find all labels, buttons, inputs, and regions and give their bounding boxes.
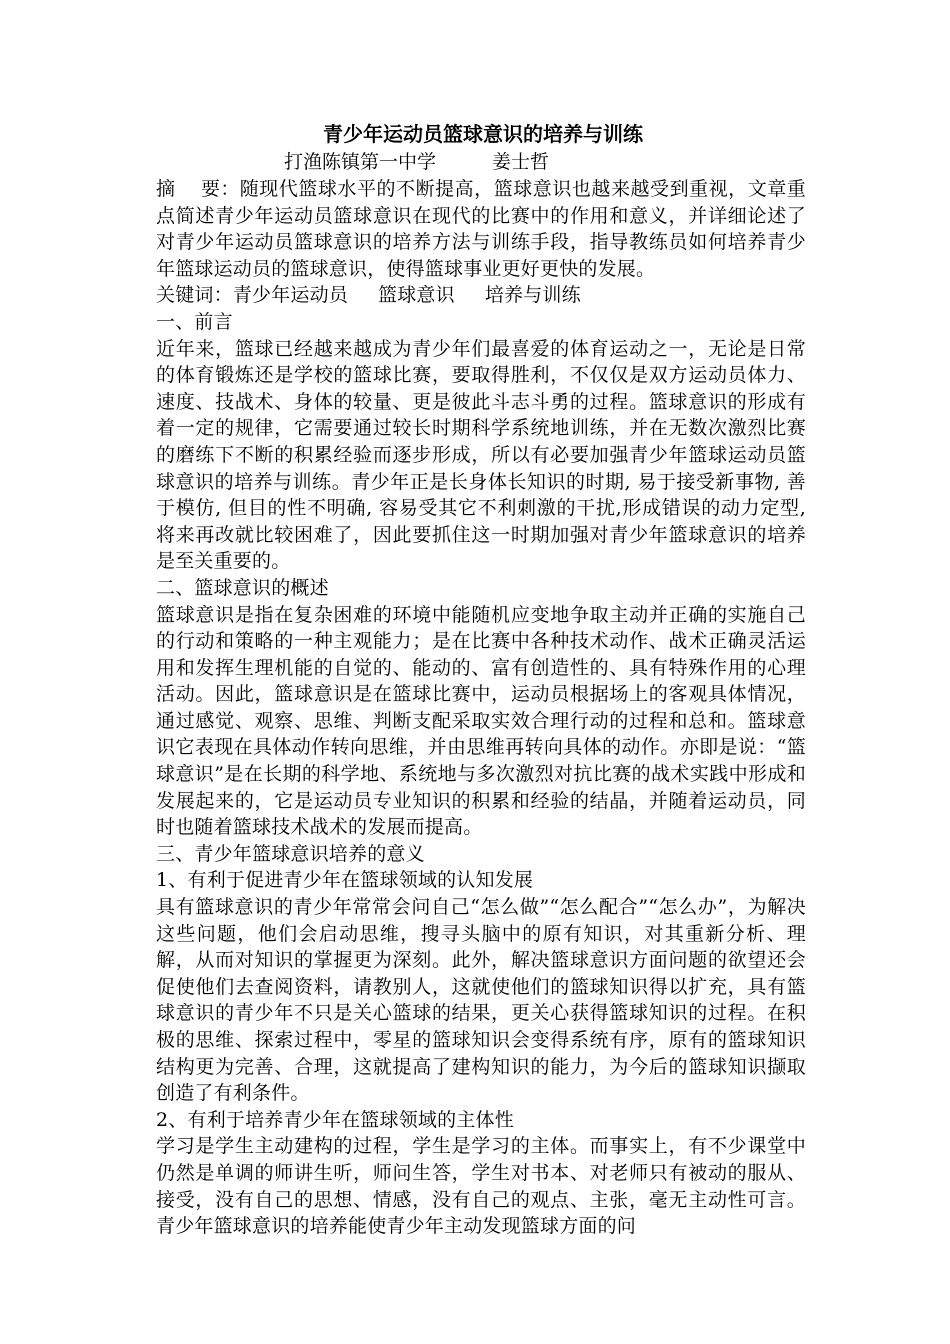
author-name: 姜士哲 [492, 151, 550, 173]
subsection-heading: 2、有利于培养青少年在篮球领域的主体性 [156, 1108, 514, 1131]
keywords-label: 关键词： [156, 284, 233, 307]
keywords-line [156, 282, 806, 309]
section-paragraph: 近年来，篮球已经越来越成为青少年们最喜爱的体育运动之一，无论是日常的体育锻炼还是学校的篮球比赛，要取得胜利，不仅仅是双方运动员体力、速度、技战术、身体的较量、更是彼此斗志斗勇的过程。篮球意识的形成有着一定的规律，它需要通过较长时期科学系统地训练，并在无数次激烈比赛的磨练下不断的积累经验而逐步形成，所以有必要加强青少年篮球运动员篮球意识的培养与训练。青少年正是长身体长知识的时期, 易于接受新事物, 善于模仿, 但目的性不明确, 容易受其它不利刺激的干扰,形成错误的动力定型, 将来再改就比较困难了，因此要抓住这一时期加强对青少年篮球意识的培养是至关重要的。 [156, 337, 806, 573]
document-title: 青少年运动员篮球意识的培养与训练 [323, 122, 643, 146]
keyword: 培养与训练 [484, 284, 581, 307]
abstract-paragraph [156, 176, 806, 282]
abstract-text: 随现代篮球水平的不断提高，篮球意识也越来越受到重视，文章重点简述青少年运动员篮球意识在现代的比赛中的作用和意义，并详细论述了对青少年运动员篮球意识的培养方法与训练手段，指导教练员如何培养青少年篮球运动员的篮球意识，使得篮球事业更好更快的发展。 [156, 178, 806, 280]
section-paragraph: 具有篮球意识的青少年常常会问自己“怎么做”“怎么配合”“怎么办”，为解决这些问题，他们会启动思维，搜寻头脑中的原有知识，对其重新分析、理解，从而对知识的掌握更为深刻。此外，解决篮球意识方面问题的欲望还会促使他们去查阅资料，请教别人，这就使他们的篮球知识得以扩充，具有篮球意识的青少年不只是关心篮球的结果，更关心获得篮球知识的过程。在积极的思维、探索过程中，零星的篮球知识会变得系统有序，原有的篮球知识结构更为完善、合理，这就提高了建构知识的能力，为今后的篮球知识撷取创造了有利条件。 [156, 896, 806, 1105]
document-page [156, 120, 806, 1240]
section-paragraph: 篮球意识是指在复杂困难的环境中能随机应变地争取主动并正确的实施自己的行动和策略的一种主观能力；是在比赛中各种技术动作、战术正确灵活运用和发挥生理机能的自觉的、能动的、富有创造性的、具有特殊作用的心理活动。因此，篮球意识是在篮球比赛中，运动员根据场上的客观具体情况，通过感觉、观察、思维、判断支配采取实效合理行动的过程和总和。篮球意识它表现在具体动作转向思维，并由思维再转向具体的动作。亦即是说：“篮球意识”是在长期的科学地、系统地与多次激烈对抗比赛的战术实践中形成和发展起来的，它是运动员专业知识的积累和经验的结晶，并随着运动员，同时也随着篮球技术战术的发展而提高。 [156, 603, 806, 839]
section-heading: 三、青少年篮球意识培养的意义 [156, 842, 425, 865]
abstract-label: 摘 要： [156, 178, 240, 200]
keyword: 篮球意识 [378, 284, 455, 307]
keyword: 青少年运动员 [232, 284, 349, 307]
section-heading: 一、前言 [156, 310, 233, 333]
school-name: 打渔陈镇第一中学 [284, 151, 437, 173]
byline [156, 148, 806, 176]
section-heading: 二、篮球意识的概述 [156, 576, 329, 599]
subsection-heading: 1、有利于促进青少年在篮球领域的认知发展 [156, 869, 534, 892]
section-paragraph: 学习是学生主动建构的过程，学生是学习的主体。而事实上，有不少课堂中仍然是单调的师讲生听，师问生答，学生对书本、对老师只有被动的服从、接受，没有自己的思想、情感，没有自己的观点、主张，毫无主动性可言。青少年篮球意识的培养能使青少年主动发现篮球方面的问 [156, 1135, 806, 1238]
